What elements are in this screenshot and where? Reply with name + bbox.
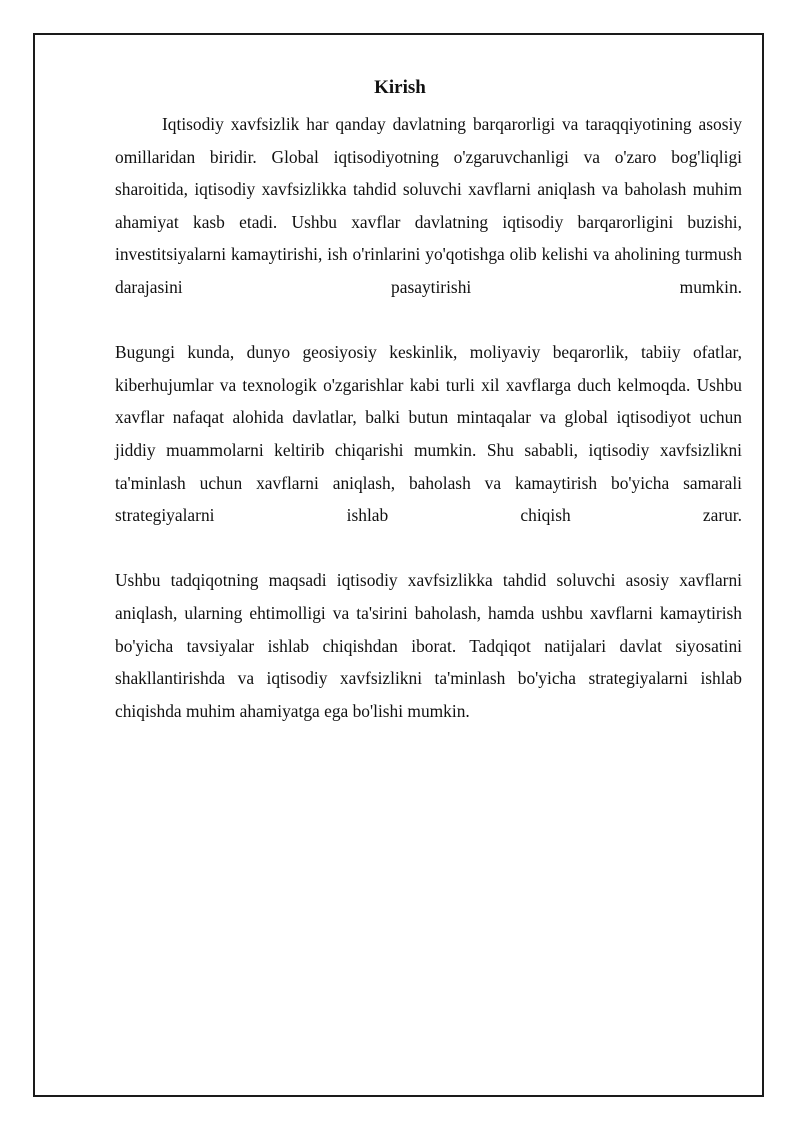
paragraph-intro: Iqtisodiy xavfsizlik har qanday davlatning barqarorligi va taraqqiyotining asosiy omillaridan biridir. Global iqtisodiyotning o'zgaruvchanligi va o'zaro bog'liqligi sharoitida, iqtisodiy xavfsizlikka tahdid soluvchi xavflarni aniqlash va baholash muhim ahamiyat kasb etadi. Ushbu xavflar davlatning iqtisodiy barqarorligini buzishi, investitsiyalarni kamaytirishi, ish o'rinlarini yo'qotishga olib kelishi va aholining turmush darajasini pasaytirishi mumkin. xyxy=(115,114,742,297)
page-title: Kirish xyxy=(374,77,426,98)
paragraph-risks: Bugungi kunda, dunyo geosiyosiy keskinlik, moliyaviy beqarorlik, tabiiy ofatlar, kiberhujumlar va texnologik o'zgarishlar kabi turli xil xavflarga duch kelmoqda. Ushbu xavflar nafaqat alohida davlatlar, balki butun mintaqalar va global iqtisodiyot uchun jiddiy muammolarni keltirib chiqarishi mumkin. Shu sababli, iqtisodiy xavfsizlikni ta'minlash uchun xavflarni aniqlash, baholash va kamaytirish bo'yicha samarali strategiyalarni ishlab chiqish zarur. xyxy=(115,342,742,526)
paragraph-purpose: Ushbu tadqiqotning maqsadi iqtisodiy xavfsizlikka tahdid soluvchi asosiy xavflarni aniqlash, ularning ehtimolligi va ta'sirini baholash, hamda ushbu xavflarni kamaytirish bo'yicha tavsiyalar ishlab chiqishdan iborat. Tadqiqot natijalari davlat siyosatini shakllantirishda va iqtisodiy xavfsizlikni ta'minlash bo'yicha strategiyalarni ishlab chiqishda muhim ahamiyatga ega bo'lishi mumkin. xyxy=(115,570,742,721)
document-body xyxy=(115,108,742,727)
